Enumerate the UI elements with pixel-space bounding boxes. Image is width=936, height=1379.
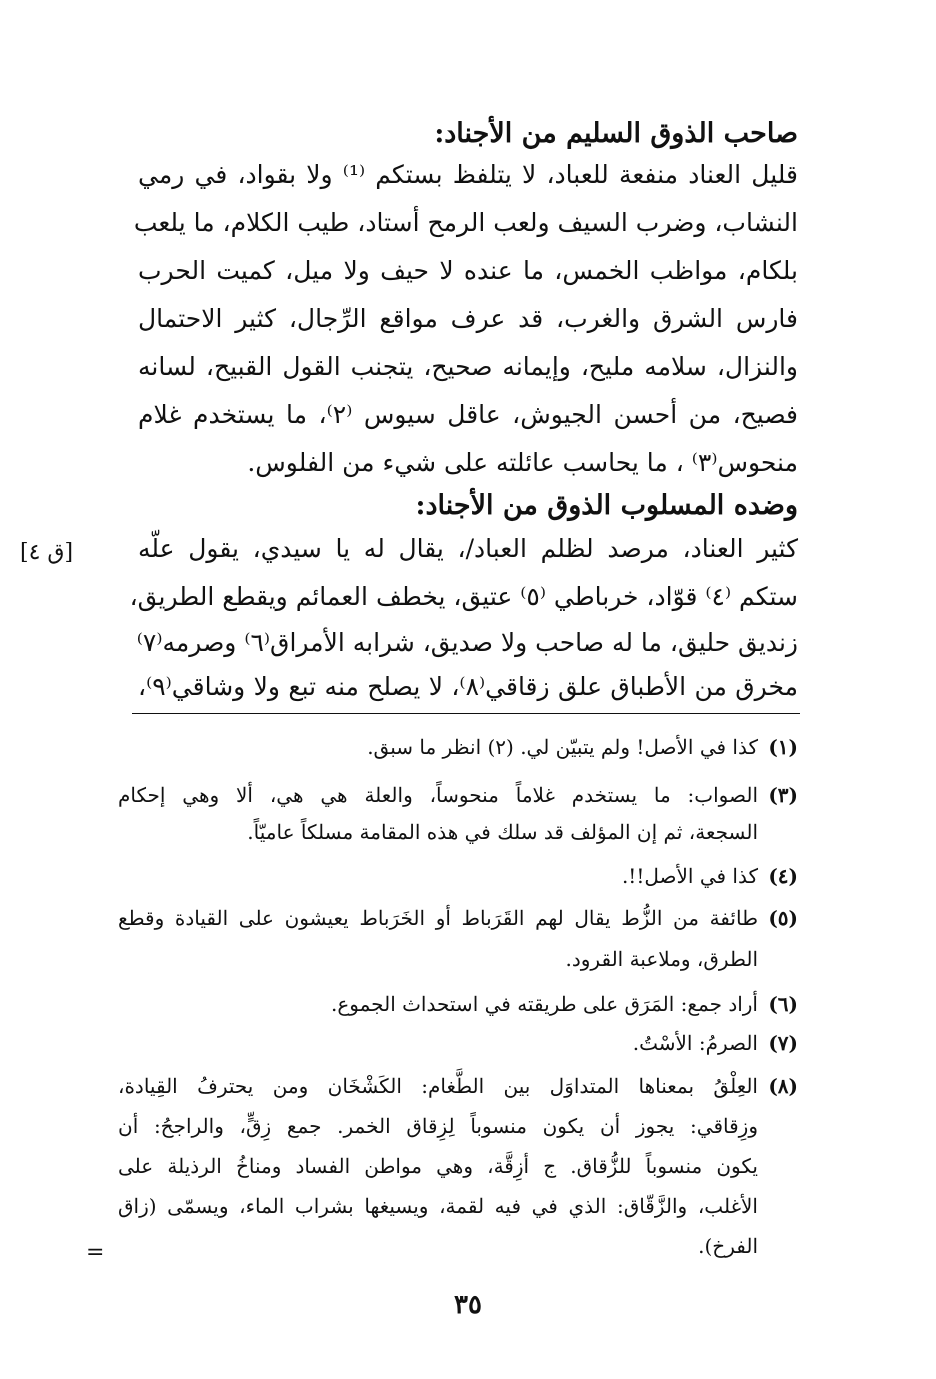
text-line: منحوس⁽٣⁾ ، ما يحاسب عائلته على شيء من الفلوس. [247,448,798,477]
text-line: ستكم ⁽٤⁾ قوّاد، خرباطي ⁽٥⁾ عتيق، يخطف العمائم ويقطع الطريق، [129,582,798,611]
footnote-text: العِلْقُ بمعناها المتداوَل بين الطَّغام: الكَشْخَان ومن يحترفُ القِيادة، [118,1074,758,1098]
footnote-number: (١) [768,735,798,759]
section-heading-2: وضده المسلوب الذوق من الأجناد: [415,490,798,521]
text-line: كثير العناد، مرصد لظلم العباد/، يقال له يا سيدي، يقول علّه [138,534,798,563]
footnote-8 [118,1074,798,1098]
footnote-number: (٧) [768,1031,798,1055]
text-line: النشاب، وضرب السيف ولعب الرمح أستاد، طيب الكلام، ما يلعب [133,208,798,237]
footnote-number: (٨) [768,1074,798,1098]
footnote-3 [118,783,798,807]
continuation-mark: = [86,1240,105,1265]
footnote-8-cont: وزِقاقي: يجوز أن يكون منسوباً لِزِقاق الخمر. جمع زِقٍّ، والراجحُ: أن [118,1114,758,1138]
footnote-separator [132,713,800,714]
section-heading-1: صاحب الذوق السليم من الأجناد: [434,118,798,149]
footnote-text: كذا في الأصل! ولم يتبيّن لي. (٢) انظر ما سبق. [367,735,758,759]
footnote-text: الصواب: ما يستخدم غلاماً منحوساً، والعلة هي هي، ألا وهي إحكام [118,783,758,807]
footnote-number: (٤) [768,864,798,888]
text-line: والنزال، سلامه مليح، وإيمانه صحيح، يتجنب القول القبيح، لسانه [138,352,798,381]
footnote-text: طائفة من الزُّط يقال لهم القَرَباط أو الخَرَباط يعيشون على القيادة وقطع [118,906,758,930]
manuscript-folio-marker: [ق ٤] [20,540,74,565]
text-line: فصيح، من أحسن الجيوش، عاقل سيوس ⁽٢⁾، ما يستخدم غلام [138,400,798,429]
text-line: قليل العناد منفعة للعباد، لا يتلفظ بستكم ⁽¹⁾ ولا بقواد، في رمي [138,160,798,189]
page-number: ٣٥ [454,1290,482,1320]
footnote-8-cont: يكون منسوباً للزُّقاق. ج أزِقَّة، وهي مواطن الفساد ومناخُ الرذيلة على [118,1154,758,1178]
footnote-3-cont: السجعة، ثم إن المؤلف قد سلك في هذه المقامة مسلكاً عاميّاً. [247,820,758,844]
text-line: بلكام، مواظب الخمس، ما عنده لا حيف ولا ميل، كميت الحرب [138,256,798,285]
text-line: فارس الشرق والغرب، قد عرف مواقع الرِّجال، كثير الاحتمال [138,304,798,333]
footnote-5 [118,906,798,930]
footnote-4 [118,864,798,888]
text-line: مخرق من الأطباق علق زقاقي⁽٨⁾، لا يصلح منه تبع ولا وشاقي⁽٩⁾، [138,672,798,701]
footnote-number: (٣) [768,783,798,807]
footnote-text: أراد جمع: المَرَق على طريقته في استحداث الجموع. [331,992,758,1016]
footnote-8-cont: الفرخ). [698,1234,758,1258]
footnote-text: كذا في الأصل!!. [621,864,758,888]
text-line: زنديق حليق، ما له صاحب ولا صديق، شرابه الأمراق⁽٦⁾ وصرمه⁽٧⁾ [136,628,798,657]
footnote-6 [118,992,798,1016]
footnote-5-cont: الطرق، وملاعبة القرود. [565,947,758,971]
footnote-7 [118,1031,798,1055]
footnote-text: الصرمُ: الأسْتُ. [632,1031,758,1055]
footnote-8-cont: الأغلب، والزَّقّاق: الذي في فيه لقمة، ويسيغها بشراب الماء، ويسمّى (زاق [118,1194,758,1218]
footnote-number: (٥) [768,906,798,930]
footnote-1 [118,735,798,759]
footnote-number: (٦) [768,992,798,1016]
